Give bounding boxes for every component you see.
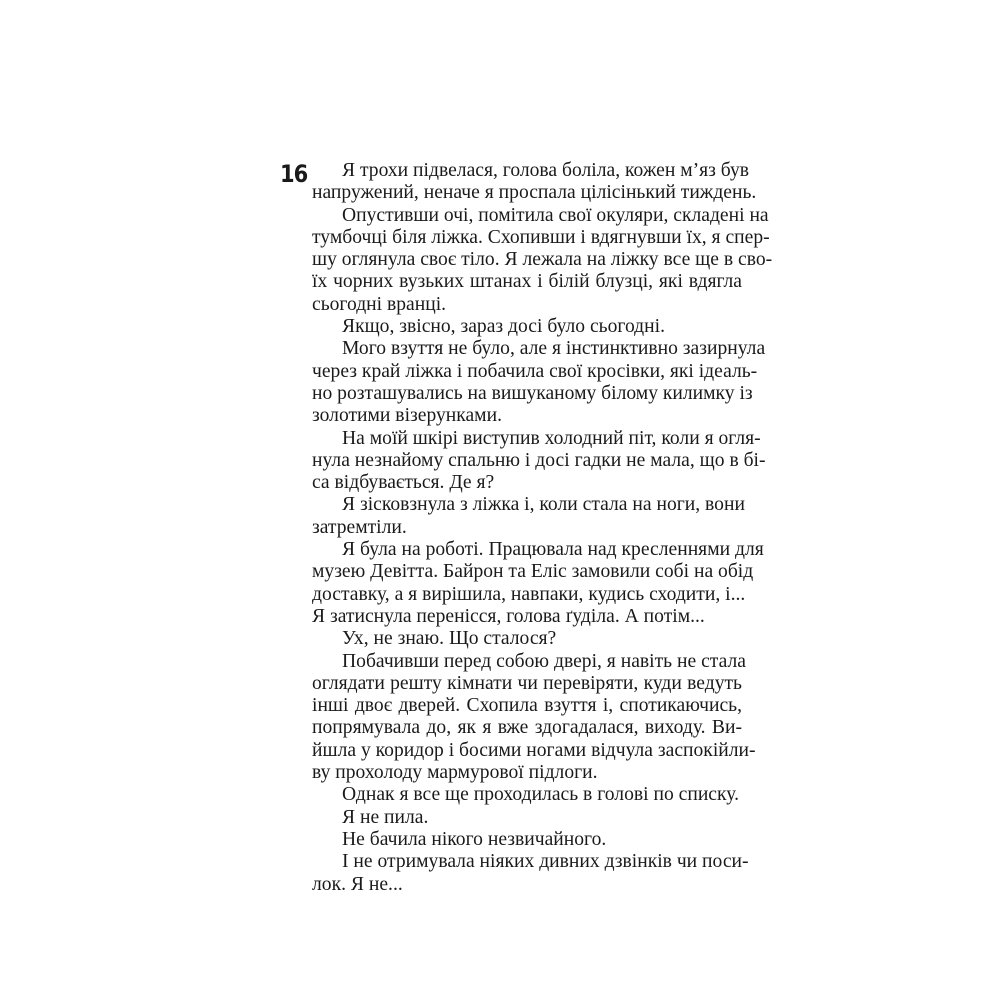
text-line: Я трохи підвелася, голова боліла, кожен м’яз був [342,160,750,181]
text-line: са відбувається. Де я? [312,472,495,494]
text-line: шу оглянула своє тіло. Я лежала на ліжку все ще в сво- [312,249,773,271]
text-line: Я була на роботі. Працювала над кресленнями для [342,539,764,561]
text-line: золотими візерунками. [312,405,502,427]
text-line: Ух, не знаю. Що сталося? [342,628,557,650]
body-text [312,160,773,896]
page-number: 16 [280,160,308,188]
text-line: доставку, а я вирішила, навпаки, кудись сходити, і... [312,583,746,605]
text-line: Я затиснула перенісся, голова ґуділа. А потім... [312,605,705,627]
text-line: Якщо, звісно, зараз досі було сьогодні. [342,316,665,338]
text-line: лок. Я не... [312,873,403,895]
text-line: їх чорних вузьких штанах і білій блузці, які вдягла [312,271,742,293]
text-line: затремтіли. [312,516,407,538]
text-line: Я зісковзнула з ліжка і, коли стала на ноги, вони [342,494,745,516]
text-line: музею Девітта. Байрон та Еліс замовили собі на обід [312,561,754,583]
text-line: Мого взуття не було, але я інстинктивно зазирнула [342,338,766,360]
text-line: Я не пила. [342,806,429,828]
text-line: Побачивши перед собою двері, я навіть не стала [342,650,746,672]
text-line: інші двоє дверей. Схопила взуття і, спотикаючись, [312,695,742,717]
text-line: оглядати решту кімнати чи перевіряти, куди ведуть [312,672,742,694]
text-line: Не бачила нікого незвичайного. [342,828,607,850]
text-line: ву прохолоду мармурової підлоги. [312,762,598,784]
text-line: нула незнайому спальню і досі гадки не мала, що в бі- [312,449,766,471]
text-line: но розташувались на вишуканому білому килимку із [312,382,753,404]
text-line: Однак я все ще проходилась в голові по списку. [342,784,739,806]
text-line: напружений, неначе я проспала цілісінький тиждень. [312,182,757,204]
text-line: На моїй шкірі виступив холодний піт, коли я огля- [342,427,761,449]
text-line: йшла у коридор і босими ногами відчула заспокійли- [312,739,756,761]
text-line: І не отримувала ніяких дивних дзвінків чи поси- [342,851,749,873]
text-line: тумбочці біля ліжка. Схопивши і вдягнувши їх, я спер- [312,226,770,248]
text-line: через край ліжка і побачила свої кросівки, які ідеаль- [312,360,758,382]
text-line: сьогодні вранці. [312,293,447,315]
text-line: Опустивши очі, помітила свої окуляри, складені на [342,204,769,226]
text-line: попрямувала до, як я вже здогадалася, виходу. Ви- [312,717,742,739]
